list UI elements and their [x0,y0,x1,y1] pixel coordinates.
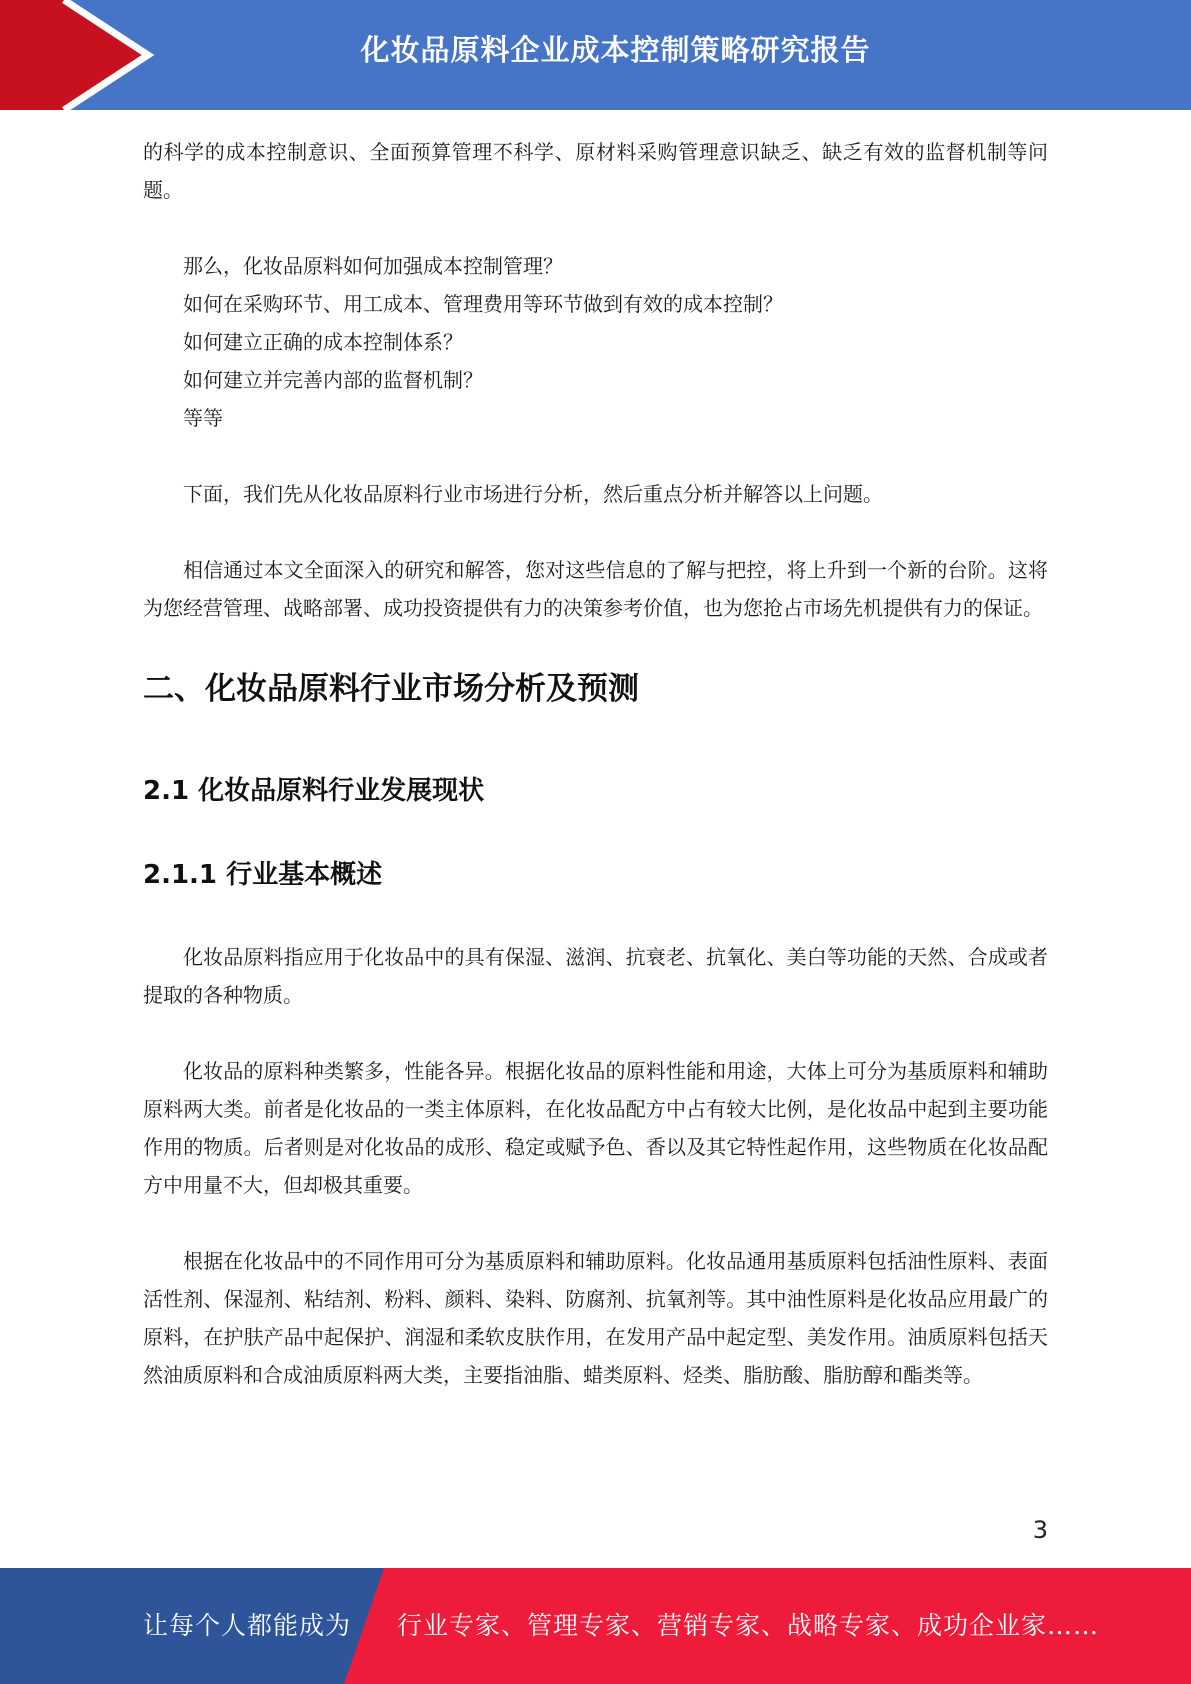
footer-roles: 行业专家、管理专家、营销专家、战略专家、成功企业家…… [397,1611,1100,1640]
question-line: 如何在采购环节、用工成本、管理费用等环节做到有效的成本控制？ [183,292,783,316]
subsection-heading: 2.1 化妆品原料行业发展现状 [143,776,485,806]
classification-paragraph: 根据在化妆品中的不同作用可分为基质原料和辅助原料。化妆品通用基质原料包括油性原料、表面活性剂、保湿剂、粘结剂、粉料、颜料、染料、防腐剂、抗氧剂等。其中油性原料是化妆品应用最广的原料，在护肤产品中起保护、润湿和柔软皮肤作用，在发用产品中起定型、美发作用。油质原料包括天然油质原料和合成油质原料两大类，主要指油脂、蜡类原料、烃类、脂肪酸、脂肪醇和酯类等。 [143,1249,1048,1387]
question-line: 如何建立并完善内部的监督机制？ [183,368,483,392]
page-header [0,0,1191,110]
page-footer [0,1568,1191,1684]
question-line: 如何建立正确的成本控制体系？ [183,330,463,354]
report-title: 化妆品原料企业成本控制策略研究报告 [360,33,871,67]
footer-slogan: 让每个人都能成为 [143,1611,352,1640]
question-list [143,247,1048,437]
question-line: 等等 [183,406,223,430]
value-statement-paragraph: 相信通过本文全面深入的研究和解答，您对这些信息的了解与把控，将上升到一个新的台阶。这将为您经营管理、战略部署、成功投资提供有力的决策参考价值，也为您抢占市场先机提供有力的保证。 [143,558,1048,620]
page-body [143,133,1048,1394]
intro-continuation-paragraph: 的科学的成本控制意识、全面预算管理不科学、原材料采购管理意识缺乏、缺乏有效的监督机制等问题。 [143,140,1048,202]
section-heading: 二、化妆品原料行业市场分析及预测 [143,671,639,707]
subsubsection-heading: 2.1.1 行业基本概述 [143,860,383,890]
raw-material-types-paragraph: 化妆品的原料种类繁多，性能各异。根据化妆品的原料性能和用途，大体上可分为基质原料和辅助原料两大类。前者是化妆品的一类主体原料，在化妆品配方中占有较大比例，是化妆品中起到主要功能作用的物质。后者则是对化妆品的成形、稳定或赋予色、香以及其它特性起作用，这些物质在化妆品配方中用量不大，但却极其重要。 [143,1059,1048,1197]
definition-paragraph: 化妆品原料指应用于化妆品中的具有保湿、滋润、抗衰老、抗氧化、美白等功能的天然、合成或者提取的各种物质。 [143,945,1048,1007]
question-line: 那么，化妆品原料如何加强成本控制管理？ [183,254,563,278]
analysis-intro-paragraph: 下面，我们先从化妆品原料行业市场进行分析，然后重点分析并解答以上问题。 [183,482,883,506]
page-number: 3 [1032,1516,1048,1544]
